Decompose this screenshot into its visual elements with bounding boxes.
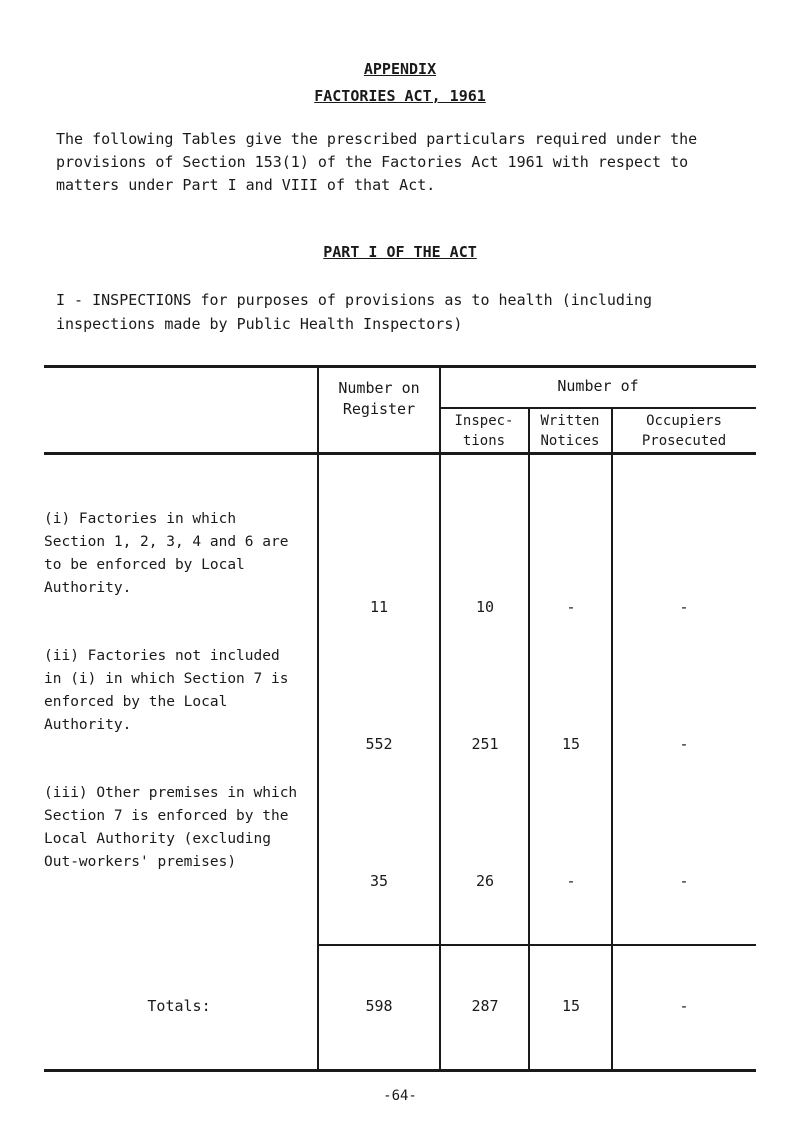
totals-top-rule bbox=[318, 944, 756, 946]
row-label-ii: (ii) Factories not included in (i) in which Section 7 is enforced by the Local Authority. bbox=[44, 648, 289, 733]
appendix-title: APPENDIX bbox=[363, 60, 437, 78]
row-i-prosecuted: - bbox=[679, 598, 689, 616]
intro-paragraph: The following Tables give the prescribed particulars required under the provisions of Section 153(1) of the Factories Act 1961 with respect to matters under Part I and VIII of that Act. bbox=[56, 130, 698, 194]
subheader-rule bbox=[440, 407, 756, 409]
header-inspections: Inspec- tions bbox=[454, 413, 514, 449]
table-bottom-rule bbox=[44, 1069, 756, 1072]
header-occupiers-prosecuted: Occupiers Prosecuted bbox=[641, 413, 727, 449]
col-divider-1 bbox=[317, 365, 319, 1071]
header-number-of: Number of bbox=[557, 377, 639, 395]
section-heading: I - INSPECTIONS for purposes of provisions as to health (including inspections made by Public Health Inspectors) bbox=[56, 291, 653, 333]
col-divider-2 bbox=[439, 365, 441, 1071]
row-i-register: 11 bbox=[369, 598, 389, 616]
act-title: FACTORIES ACT, 1961 bbox=[314, 87, 486, 105]
header-bottom-rule bbox=[44, 452, 756, 455]
part-heading: PART I OF THE ACT bbox=[323, 243, 477, 261]
row-ii-written: 15 bbox=[561, 735, 581, 753]
row-i-written: - bbox=[566, 598, 576, 616]
col-divider-4 bbox=[611, 407, 613, 1071]
row-ii-prosecuted: - bbox=[679, 735, 689, 753]
row-ii-register: 552 bbox=[365, 735, 393, 753]
row-label-i: (i) Factories in which Section 1, 2, 3, 4 and 6 are to be enforced by Local Authority. bbox=[44, 511, 289, 596]
row-iii-inspections: 26 bbox=[475, 872, 495, 890]
row-iii-prosecuted: - bbox=[679, 872, 689, 890]
row-iii-register: 35 bbox=[369, 872, 389, 890]
totals-prosecuted: - bbox=[679, 997, 689, 1015]
totals-label: Totals: bbox=[147, 997, 211, 1015]
row-label-iii: (iii) Other premises in which Section 7 is enforced by the Local Authority (excluding Out-workers' premises) bbox=[44, 785, 298, 870]
totals-inspections: 287 bbox=[471, 997, 499, 1015]
header-written-notices: Written Notices bbox=[540, 413, 600, 449]
row-i-inspections: 10 bbox=[475, 598, 495, 616]
col-divider-3 bbox=[528, 407, 530, 1071]
totals-written: 15 bbox=[561, 997, 581, 1015]
row-ii-inspections: 251 bbox=[471, 735, 499, 753]
totals-register: 598 bbox=[365, 997, 393, 1015]
row-iii-written: - bbox=[566, 872, 576, 890]
table-top-rule bbox=[44, 365, 756, 368]
header-number-on-register: Number on Register bbox=[338, 379, 420, 418]
page-number: -64- bbox=[383, 1088, 417, 1104]
